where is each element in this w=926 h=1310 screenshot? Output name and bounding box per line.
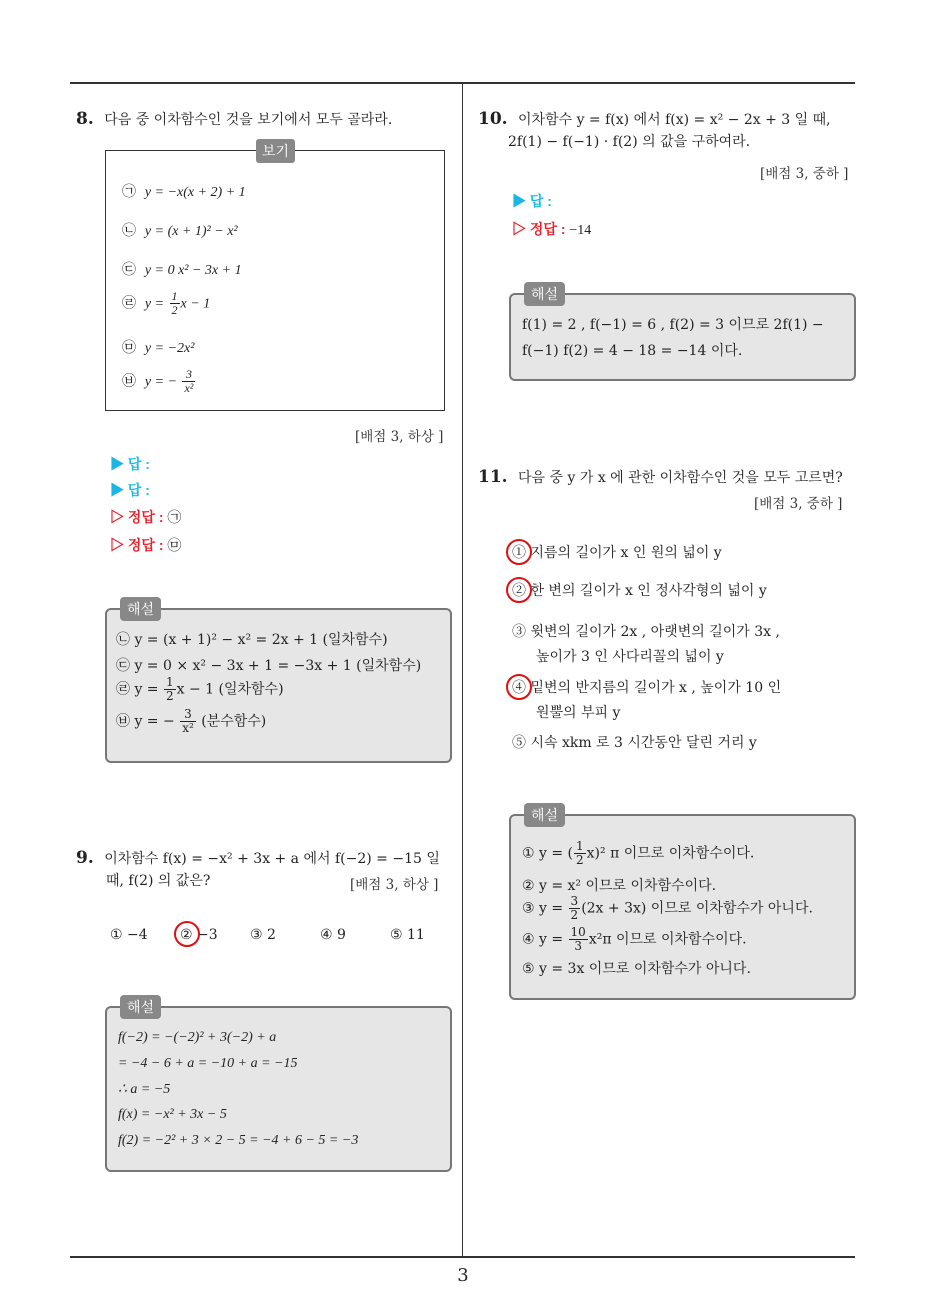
circled-answer-mark [506, 674, 532, 700]
option-4[interactable]: ④ 9 [320, 927, 346, 943]
option-1[interactable]: ① 지름의 길이가 x 인 원의 넓이 y [512, 545, 722, 561]
solution-title: 해설 [120, 597, 161, 621]
fraction: $\frac{3}{\text{x²}}$ [182, 707, 194, 735]
question-number: 10. [478, 109, 508, 129]
answer-blank: ▶ 답 : [512, 193, 552, 209]
circled-answer-mark [506, 539, 532, 565]
question-text-cont: 2f(1) − f(−1) · f(2) 의 값을 구하여라. [508, 134, 751, 150]
column-divider [462, 83, 463, 1257]
solution-line: f(1) = 2 , f(−1) = 6 , f(2) = 3 이므로 2f(1) − [522, 317, 824, 333]
score-label: [배점 3, 중하 ] [754, 496, 843, 512]
question-10 [478, 108, 860, 153]
bogi-item-2: ㉡ y = (x + 1)² − x² [122, 223, 238, 239]
bottom-rule [70, 1256, 855, 1258]
question-11 [478, 466, 860, 489]
solution-box-10 [509, 293, 856, 381]
solution-line: ㉢ y = 0 × x² − 3x + 1 = −3x + 1 (일차함수) [116, 658, 422, 674]
bogi-item-6: ㉥ y = − $\frac{3}{\text{x²}}$ [122, 367, 194, 395]
solution-line: = −4 − 6 + a = −10 + a = −15 [118, 1056, 298, 1071]
solution-line: ⑤ y = 3x 이므로 이차함수가 아니다. [522, 961, 751, 977]
fraction: $\frac{1}{2}$ [166, 675, 174, 703]
question-text: 이차함수 y = f(x) 에서 f(x) = x² − 2x + 3 일 때, [518, 112, 831, 128]
score-label: [배점 3, 중하 ] [760, 166, 849, 182]
bogi-title: 보기 [256, 139, 295, 163]
option-4-cont: 원뿔의 부피 y [536, 705, 621, 721]
question-number: 9. [76, 848, 94, 868]
fraction: $\frac{3}{\text{x²}}$ [184, 367, 194, 395]
question-text: 이차함수 f(x) = −x² + 3x + a 에서 f(−2) = −15 일 [104, 851, 440, 867]
solution-line: ④ y = $\frac{10}{3}$ x²π 이므로 이차함수이다. [522, 925, 747, 953]
question-text: 다음 중 y 가 x 에 관한 이차함수인 것을 모두 고르면? [518, 470, 843, 486]
score-label: [배점 3, 하상 ] [350, 877, 439, 893]
bogi-item-5: ㉤ y = −2x² [122, 340, 195, 356]
answer-blank-1: ▶ 답 : [110, 456, 150, 472]
solution-title: 해설 [524, 282, 565, 306]
option-5[interactable]: ⑤ 시속 xkm 로 3 시간동안 달린 거리 y [512, 735, 757, 751]
bogi-item-3: ㉢ y = 0 x² − 3x + 1 [122, 262, 242, 278]
solution-line: ㉣ y = $\frac{1}{2}$ x − 1 (일차함수) [116, 675, 284, 703]
option-3[interactable]: ③ 윗변의 길이가 2x , 아랫변의 길이가 3x , [512, 624, 780, 640]
solution-title: 해설 [524, 803, 565, 827]
score-label: [배점 3, 하상 ] [355, 429, 444, 445]
solution-line: f(−1) f(2) = 4 − 18 = −14 이다. [522, 343, 743, 359]
answer-blank-2: ▶ 답 : [110, 482, 150, 498]
page-number: 3 [457, 1265, 469, 1286]
correct-answer-1: ▷ 정답 : ㉠ [110, 509, 182, 526]
correct-answer-2: ▷ 정답 : ㉤ [110, 537, 182, 554]
question-text: 다음 중 이차함수인 것을 보기에서 모두 골라라. [104, 112, 393, 128]
solution-line: f(x) = −x² + 3x − 5 [118, 1107, 227, 1122]
solution-title: 해설 [120, 995, 161, 1019]
circled-answer-mark [506, 577, 532, 603]
option-3[interactable]: ③ 2 [250, 927, 276, 943]
solution-line: ∴ a = −5 [118, 1082, 171, 1097]
question-text-cont: 때, f(2) 의 값은? [106, 873, 211, 889]
bogi-item-4: ㉣ y = $\frac{1}{2}$ x − 1 [122, 289, 211, 317]
option-3-cont: 높이가 3 인 사다리꼴의 넓이 y [536, 649, 724, 665]
option-4[interactable]: ④ 밑변의 반지름의 길이가 x , 높이가 10 인 [512, 680, 782, 696]
question-8 [76, 108, 456, 131]
option-2[interactable]: ② 한 변의 길이가 x 인 정사각형의 넓이 y [512, 583, 767, 599]
fraction: $\frac{3}{2}$ [570, 894, 579, 922]
solution-line: ③ y = $\frac{3}{2}$ (2x + 3x) 이므로 이차함수가 아니다. [522, 894, 813, 922]
correct-answer: ▷ 정답 : −14 [512, 221, 592, 238]
option-5[interactable]: ⑤ 11 [390, 927, 425, 943]
option-1[interactable]: ① −4 [110, 927, 148, 943]
question-number: 11. [478, 467, 508, 487]
fraction: $\frac{1}{2}$ [576, 839, 584, 867]
fraction: $\frac{1}{2}$ [171, 289, 178, 317]
solution-line: ㉡ y = (x + 1)² − x² = 2x + 1 (일차함수) [116, 632, 388, 648]
bogi-item-1: ㉠ y = −x(x + 2) + 1 [122, 184, 246, 200]
solution-line: ① y = ( $\frac{1}{2}$ x)² π 이므로 이차함수이다. [522, 839, 755, 867]
solution-line: ② y = x² 이므로 이차함수이다. [522, 878, 717, 894]
solution-line: f(2) = −2² + 3 × 2 − 5 = −4 + 6 − 5 = −3 [118, 1133, 359, 1148]
solution-line: f(−2) = −(−2)² + 3(−2) + a [118, 1030, 277, 1045]
question-number: 8. [76, 109, 94, 129]
circled-answer-mark [174, 921, 200, 947]
solution-line: ㉥ y = − $\frac{3}{\text{x²}}$ (분수함수) [116, 707, 267, 735]
fraction: $\frac{10}{3}$ [570, 925, 586, 953]
option-2[interactable]: ② −3 [180, 927, 218, 943]
